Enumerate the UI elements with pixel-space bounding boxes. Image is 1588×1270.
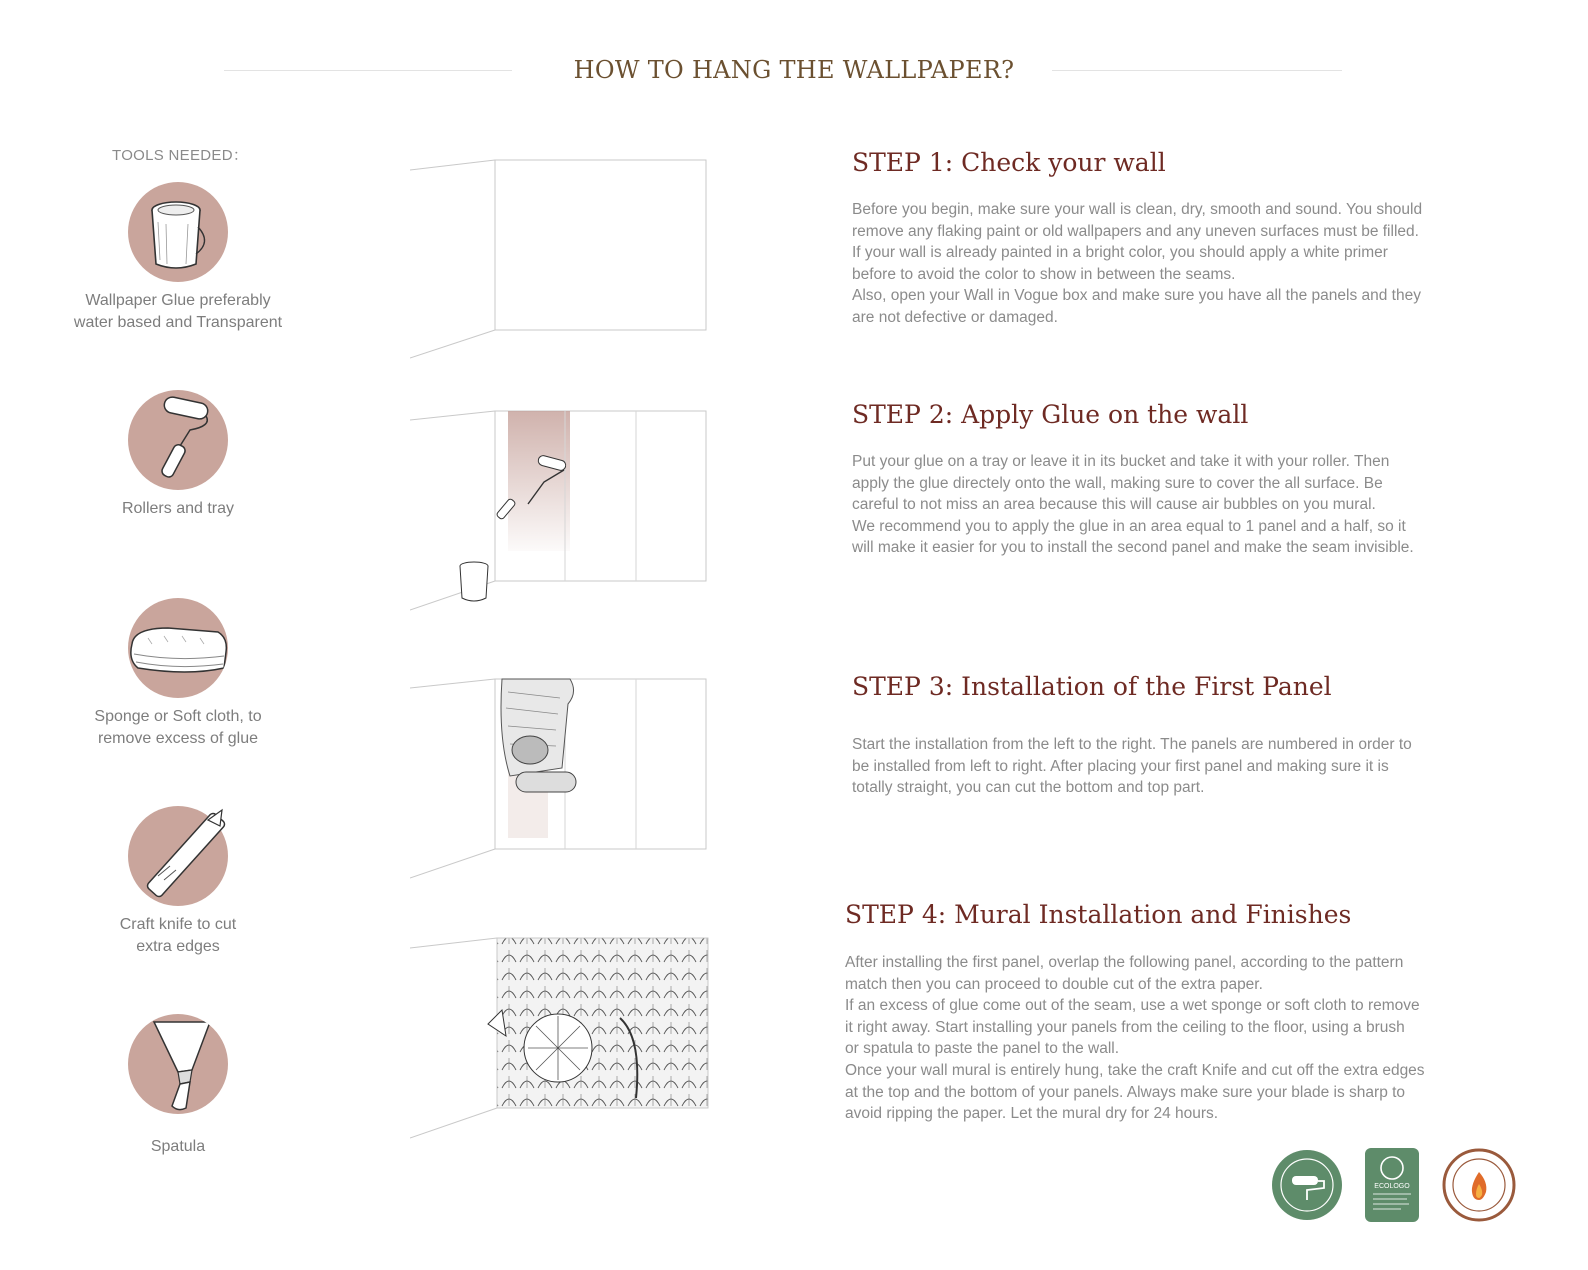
step2-body: Put your glue on a tray or leave it in its bucket and take it with your roller. Then apply the glue directely onto the wall, making sure to cover the all surface. Be careful to not miss an area because this will cause air bubbles on you mural. We recommend you to apply the glue in an area equal to 1 panel and a half, so it will make it easier for you to install the second panel and make the seam invisible. [852, 453, 1414, 557]
glue-bucket-icon [460, 562, 488, 601]
tool-label: extra edges [136, 938, 220, 955]
easy-installation-badge-icon [1270, 1148, 1344, 1222]
ecologo-badge-icon [1365, 1148, 1419, 1222]
spatula-icon [128, 1014, 228, 1114]
tool-sponge [60, 598, 296, 750]
tools-heading: TOOLS NEEDED： [112, 147, 249, 164]
tool-spatula [60, 1014, 296, 1158]
step4-title: STEP 4: Mural Installation and Finishes [845, 900, 1352, 929]
step4-body: After installing the first panel, overlap the following panel, according to the pattern match then you can proceed to double cut of the extra paper. If an excess of glue come out of the seam, use a wet sponge or soft cloth to remove it right away. Start installing your panels from the ceiling to the floor, using a brush or spatula to paste the panel to the wall. Once your wall mural is entirely hung, take the craft Knife and cut off the extra edges at the top and the bottom of your panels. Always make sure your blade is sharp to avoid ripping the paper. Let the mural dry for 24 hours. [845, 954, 1425, 1123]
tool-label: Craft knife to cut [119, 916, 237, 933]
step3-title: STEP 3: Installation of the First Panel [852, 672, 1332, 701]
step3-wall-diagram [410, 668, 720, 883]
title-rule-right [1052, 70, 1342, 71]
step3-body: Start the installation from the left to the right. The panels are numbered in order to be installed from left to right. After placing your first panel and making sure it is totally straight, you can cut the bottom and top part. [852, 736, 1412, 797]
fire-rated-badge-icon [1442, 1148, 1516, 1222]
tool-knife [60, 806, 296, 958]
page-title: HOW TO HANG THE WALLPAPER? [573, 56, 1015, 84]
tool-label: Spatula [150, 1138, 206, 1155]
step2-title: STEP 2: Apply Glue on the wall [852, 400, 1249, 429]
tool-roller [60, 390, 296, 520]
tool-label: Sponge or Soft cloth, to [94, 708, 262, 725]
ecologo-text: ECOLOGO [1374, 1183, 1410, 1190]
step2-wall-diagram [410, 400, 720, 615]
step1-title: STEP 1: Check your wall [852, 148, 1166, 177]
wallpaper-panel-roll-icon [501, 679, 576, 792]
step1-body: Before you begin, make sure your wall is clean, dry, smooth and sound. You should remove any flaking paint or old wallpapers and any uneven surfaces must be filled. If your wall is already painted in a bright color, you should apply a white primer before to avoid the color to show in between the seams. Also, open your Wall in Vogue box and make sure you have all the panels and they are not defective or damaged. [852, 201, 1423, 326]
tool-label: remove excess of glue [97, 730, 259, 747]
step4-wall-diagram [410, 928, 720, 1143]
step1-wall-diagram [410, 150, 720, 365]
craft-knife-icon [128, 806, 238, 906]
paint-roller-icon [128, 390, 228, 490]
tool-label: Wallpaper Glue preferably [85, 292, 271, 309]
tool-glue [60, 182, 296, 334]
sponge-cloth-icon [128, 598, 228, 698]
tool-label: Rollers and tray [121, 500, 235, 517]
tool-label: water based and Transparent [73, 314, 283, 331]
glue-bucket-icon [128, 182, 228, 282]
